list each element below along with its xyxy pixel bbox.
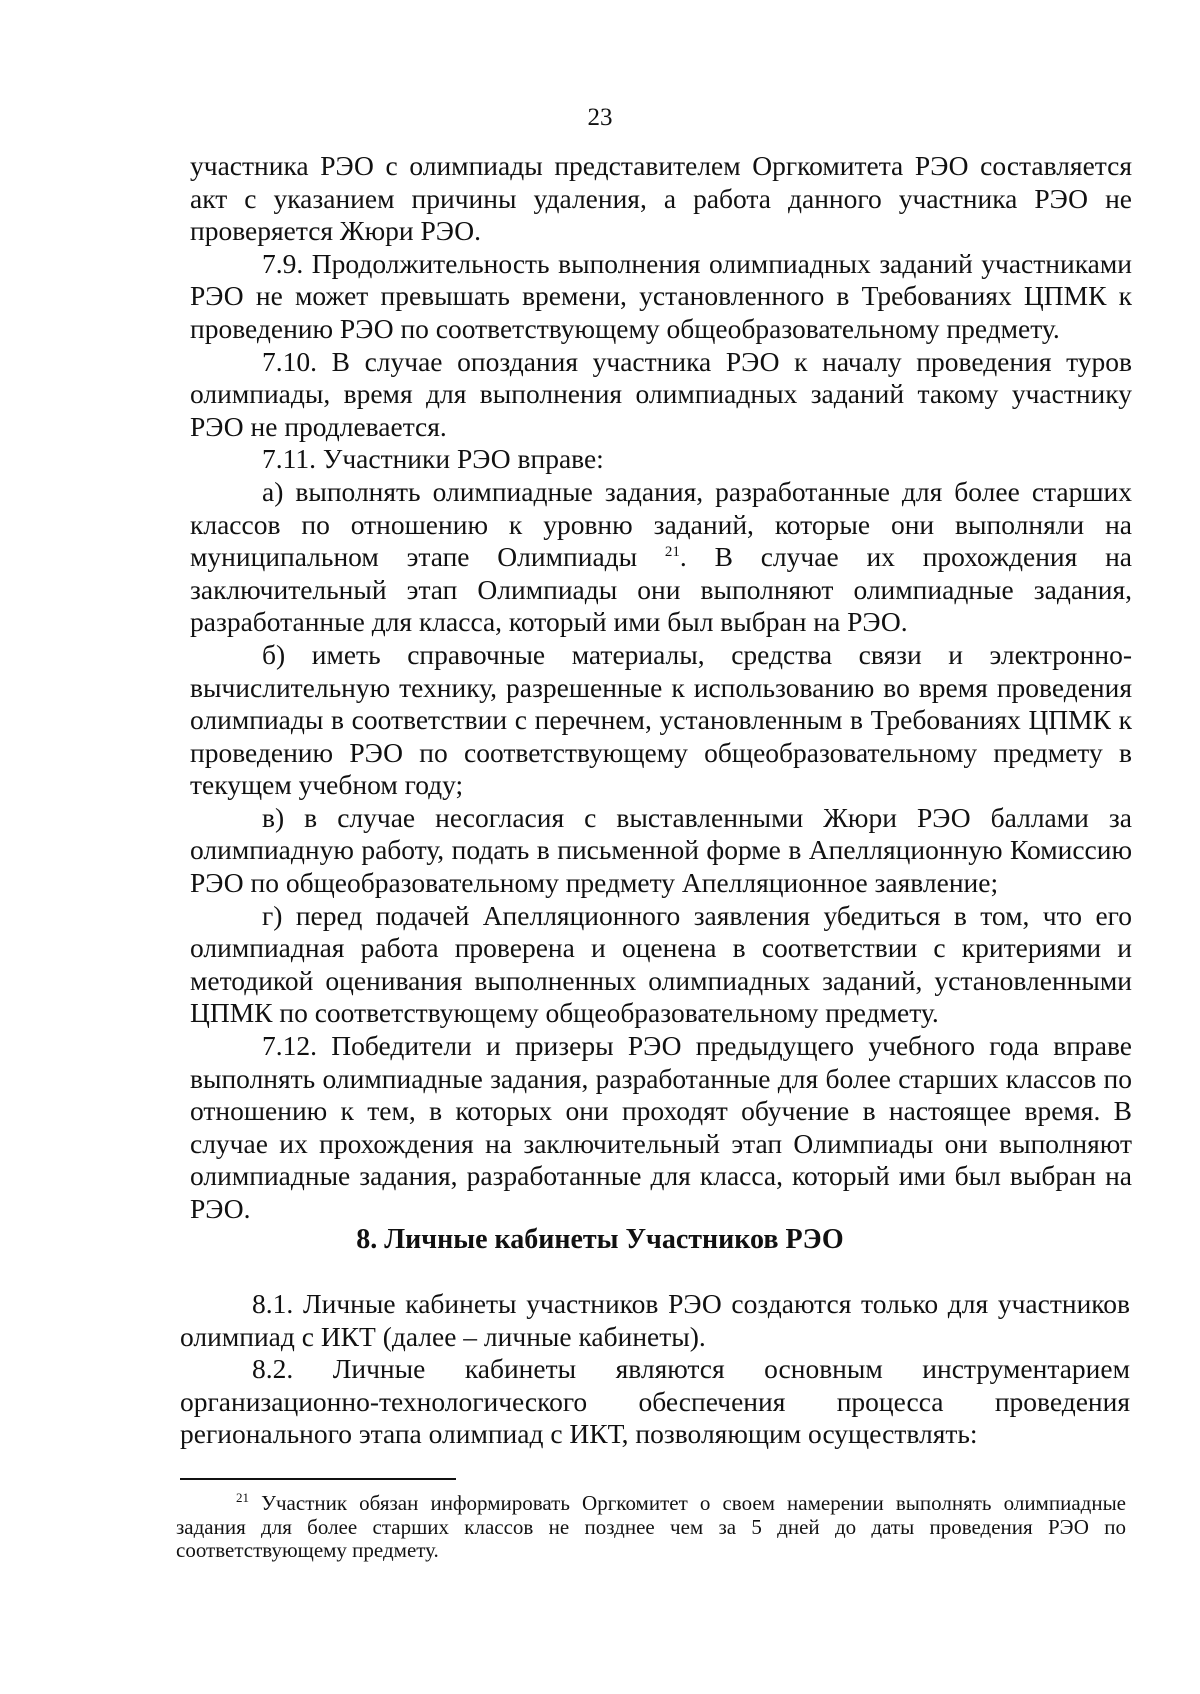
paragraph-7-11-a bbox=[190, 476, 1132, 639]
paragraph-7-11-a-text-cont: . В случае их прохождения на заключительный этап Олимпиады они выполняют олимпиадные задания, разработанные для класса, который ими был выбран на РЭО. bbox=[190, 541, 1133, 638]
section-8-text-block bbox=[180, 1288, 1130, 1451]
paragraph-7-11-v: в) в случае несогласия с выставленными Жюри РЭО баллами за олимпиадную работу, подать в письменной форме в Апелляционную Комиссию РЭО по общеобразовательному предмету Апелляционное заявление; bbox=[190, 801, 1132, 899]
section-8-heading: 8. Личные кабинеты Участников РЭО bbox=[356, 1224, 844, 1255]
paragraph-8-1: 8.1. Личные кабинеты участников РЭО создаются только для участников олимпиад с ИКТ (далее – личные кабинеты). bbox=[180, 1288, 1130, 1352]
paragraph-7-9: 7.9. Продолжительность выполнения олимпиадных заданий участниками РЭО не может превышать времени, установленного в Требованиях ЦПМК к проведению РЭО по соответствующему общеобразовательному предмету. bbox=[190, 247, 1132, 344]
paragraph-8-2: 8.2. Личные кабинеты являются основным инструментарием организационно-технологического обеспечения процесса проведения регионального этапа олимпиад с ИКТ, позволяющим осуществлять: bbox=[180, 1353, 1130, 1450]
footnote-text: Участник обязан информировать Оргкомитет о своем намерении выполнять олимпиадные задания для более старших классов не позднее чем за 5 дней до даты проведения РЭО по соответствующему предмету. bbox=[176, 1491, 1126, 1562]
footnote-21 bbox=[176, 1492, 1126, 1563]
paragraph-7-12: 7.12. Победители и призеры РЭО предыдущего учебного года вправе выполнять олимпиадные задания, разработанные для более старших классов по отношению к тем, в которых они проходят обучение в настоящее время. В случае их прохождения на заключительный этап Олимпиады они выполняют олимпиадные задания, разработанные для класса, который ими был выбран на РЭО. bbox=[190, 1030, 1132, 1224]
footnote-separator bbox=[180, 1478, 456, 1480]
footnote-number: 21 bbox=[236, 1490, 249, 1505]
paragraph-continuation: участника РЭО с олимпиады представителем Оргкомитета РЭО составляется акт с указанием причины удаления, а работа данного участника РЭО не проверяется Жюри РЭО. bbox=[190, 150, 1132, 247]
main-text-block bbox=[190, 150, 1132, 1226]
paragraph-7-10: 7.10. В случае опоздания участника РЭО к началу проведения туров олимпиады, время для выполнения олимпиадных заданий такому участнику РЭО не продлевается. bbox=[190, 345, 1132, 442]
paragraph-7-11-a-text: а) выполнять олимпиадные задания, разработанные для более старших классов по отношению к уровню заданий, которые они выполняли на муниципальном этапе Олимпиады bbox=[190, 475, 1132, 573]
footnote-reference[interactable]: 21 bbox=[664, 543, 680, 560]
page-number: 23 bbox=[587, 104, 613, 131]
paragraph-7-11-b: б) иметь справочные материалы, средства связи и электронно-вычислительную технику, разрешенные к использованию во время проведения олимпиады в соответствии с перечнем, установленным в Требованиях ЦПМК к проведению РЭО по соответствующему общеобразовательному предмету в текущем учебном году; bbox=[190, 638, 1132, 801]
paragraph-7-11: 7.11. Участники РЭО вправе: bbox=[262, 443, 604, 475]
paragraph-7-11-g: г) перед подачей Апелляционного заявления убедиться в том, что его олимпиадная работа проверена и оценена в соответствии с критериями и методикой оценивания выполненных олимпиадных заданий, установленными ЦПМК по соответствующему общеобразовательному предмету. bbox=[190, 899, 1132, 1029]
